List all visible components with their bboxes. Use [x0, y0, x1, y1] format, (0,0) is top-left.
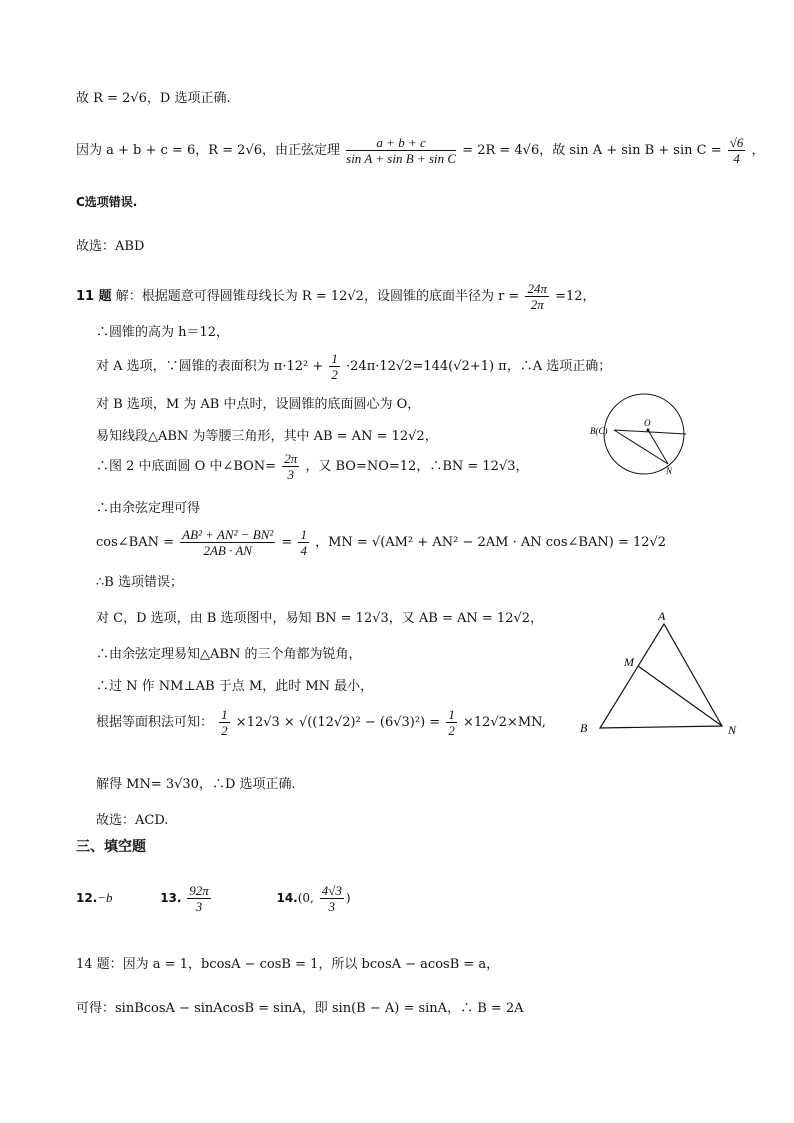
fill-in-answers-row	[76, 884, 351, 913]
q14-derivation-line	[76, 1002, 524, 1015]
segment-mn	[638, 666, 722, 726]
text: 14 题：因为 a = 1，bcosA − cosB = 1，所以 bcosA − acosB = a，	[76, 957, 500, 972]
text: 解：根据题意可得圆锥母线长为 R = 12√2，设圆锥的底面半径为 r =	[115, 289, 520, 304]
question-number: 11 题	[76, 289, 112, 304]
text: ∴由余弦定理可得	[96, 501, 201, 516]
answer-13-label: 13.	[160, 891, 182, 905]
text: = 2R = 4√6，故 sin A + sin B + sin C =	[462, 143, 722, 158]
numerator: 92π	[189, 883, 209, 898]
text: ×12√2×MN,	[462, 715, 546, 730]
perpendicular-line	[96, 680, 373, 693]
label-b: B	[580, 721, 588, 735]
answer-14-label: 14.	[276, 891, 298, 905]
text: 根据等面积法可知：	[96, 715, 214, 730]
fraction	[525, 282, 549, 311]
numerator: 1	[221, 707, 228, 722]
denominator: 4	[300, 543, 307, 558]
fraction	[298, 528, 309, 557]
text: ∴过 N 作 NM⊥AB 于点 M，此时 MN 最小，	[96, 679, 374, 694]
text: ，	[751, 143, 765, 158]
text: 对 A 选项，∵圆锥的表面积为 π·12² +	[96, 359, 324, 374]
text: ·24π·12√2=144(√2+1) π，∴A 选项正确；	[346, 359, 612, 374]
text: (0,	[297, 891, 314, 905]
denominator: sin A + sin B + sin C	[346, 151, 457, 166]
numerator: 2π	[284, 451, 298, 466]
denominator: 2	[331, 367, 338, 382]
conclusion-r-line	[76, 92, 231, 105]
text: C选项错误.	[76, 195, 138, 209]
denominator: 4	[733, 151, 740, 166]
denominator: 2AB · AN	[203, 543, 252, 558]
answer-12-value: −b	[97, 890, 113, 905]
circle-figure	[586, 392, 696, 482]
fraction	[346, 136, 456, 165]
text: ∴B 选项错误；	[96, 575, 183, 590]
label-b: B(C)	[590, 426, 608, 436]
chord-bn	[614, 430, 668, 464]
option-a-line	[96, 352, 611, 381]
b-wrong-line	[96, 576, 183, 589]
numerator: 1	[448, 707, 455, 722]
answer-abd-line	[76, 240, 144, 253]
numerator: 4√3	[321, 883, 342, 898]
label-m: M	[624, 655, 634, 669]
cosine-law-line	[96, 502, 200, 515]
acute-angles-line	[96, 648, 361, 661]
text: 易知线段△ABN 为等腰三角形，其中 AB = AN = 12√2，	[96, 429, 438, 444]
radius-on	[648, 430, 668, 464]
text: =12，	[555, 289, 596, 304]
option-cd-line	[96, 612, 543, 625]
triangle-figure	[572, 606, 752, 738]
numerator: a + b + c	[346, 136, 456, 151]
text: 对 C，D 选项，由 B 选项图中，易知 BN = 12√3，又 AB = AN = 12√2，	[96, 611, 544, 626]
denominator: 2π	[530, 297, 544, 312]
denominator: 3	[287, 467, 294, 482]
text: ，MN = √(AM² + AN² − 2AM · AN cos∠BAN) = 12√2	[315, 535, 667, 550]
section-title: 三、填空题	[76, 839, 146, 855]
text: 故选：ABD	[76, 239, 145, 254]
label-o: O	[644, 418, 651, 428]
text: 解得 MN= 3√30，∴D 选项正确.	[96, 777, 296, 792]
isosceles-line	[96, 430, 438, 443]
text: ×12√3 × √((12√2)² − (6√3)²) =	[235, 715, 441, 730]
angle-bon-line	[96, 452, 529, 481]
text: 因为 a + b + c = 6，R = 2√6，由正弦定理	[76, 143, 340, 158]
option-b-line	[96, 398, 420, 411]
denominator: 3	[328, 899, 336, 914]
label-n: N	[666, 466, 673, 476]
text: ∴图 2 中底面圆 O 中∠BON=	[96, 459, 277, 474]
text: ∴由余弦定理易知△ABN 的三个角都为锐角，	[96, 647, 362, 662]
numerator: AB² + AN² − BN²	[182, 527, 274, 542]
text: 故 R = 2√6，D 选项正确.	[76, 91, 231, 106]
numerator: 1	[300, 527, 307, 542]
fraction	[219, 708, 230, 737]
base-circle	[604, 394, 684, 474]
fraction	[446, 708, 457, 737]
c-wrong-line	[76, 196, 137, 208]
text: cos∠BAN =	[96, 535, 175, 550]
cone-height-line	[96, 326, 229, 339]
text: 故选：ACD.	[96, 813, 169, 828]
label-n: N	[728, 723, 737, 737]
text: =	[281, 535, 293, 550]
text: )	[345, 891, 351, 905]
answer-12-label: 12.	[76, 891, 98, 905]
denominator: 2	[221, 723, 228, 738]
answer-acd-line	[96, 814, 168, 827]
center-point	[647, 429, 650, 432]
label-a: A	[658, 609, 666, 623]
text: 对 B 选项，M 为 AB 中点时，设圆锥的底面圆心为 O，	[96, 397, 421, 412]
q14-line	[76, 958, 499, 971]
answer-14-value	[320, 884, 344, 913]
q11-intro-line	[76, 282, 596, 311]
mn-result-line	[96, 778, 296, 791]
text: 可得：sinBcosA − sinAcosB = sinA，即 sin(B − A) = sinA，∴ B = 2A	[76, 1001, 524, 1016]
sine-law-line	[76, 136, 765, 165]
denominator: 2	[448, 723, 455, 738]
text: ，又 BO=NO=12，∴BN = 12√3，	[305, 459, 529, 474]
fraction	[282, 452, 299, 481]
equal-area-line	[96, 708, 546, 737]
section-heading	[76, 840, 146, 854]
numerator: 1	[331, 351, 338, 366]
cos-ban-line	[96, 528, 666, 557]
fraction	[728, 136, 746, 165]
denominator: 3	[195, 899, 203, 914]
numerator: 24π	[527, 281, 547, 296]
fraction	[180, 528, 275, 557]
text: ∴圆锥的高为 h＝12，	[96, 325, 230, 340]
answer-13-value	[187, 884, 211, 913]
fraction	[329, 352, 340, 381]
numerator: √6	[729, 135, 744, 150]
